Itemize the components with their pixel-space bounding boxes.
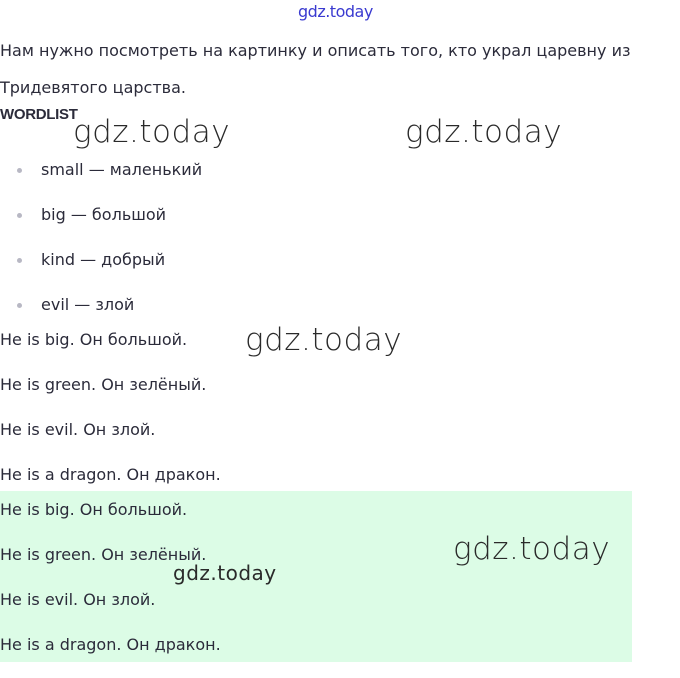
bullet-icon (17, 303, 22, 308)
wordlist-item (0, 203, 202, 248)
watermark: gdz.today (73, 114, 231, 150)
watermark: gdz.today (173, 561, 277, 585)
wordlist-item-text: evil — злой (41, 295, 135, 314)
answer-lines (0, 498, 221, 678)
answer-line: He is a dragon. Он дракон. (0, 635, 221, 654)
bullet-icon (17, 213, 22, 218)
sentence-line: He is green. Он зелёный. (0, 375, 207, 394)
bullet-icon (17, 168, 22, 173)
watermark: gdz.today (453, 531, 611, 567)
answer-line: He is big. Он большой. (0, 500, 188, 519)
wordlist-item-text: kind — добрый (41, 250, 166, 269)
watermark: gdz.today (245, 322, 403, 358)
wordlist-item-text: small — маленький (41, 160, 203, 179)
sentence-line: He is evil. Он злой. (0, 420, 156, 439)
wordlist-heading: WORDLIST (0, 106, 78, 123)
sentence-line: He is a dragon. Он дракон. (0, 465, 221, 484)
wordlist (0, 158, 202, 338)
sentences-block (0, 328, 221, 508)
bullet-icon (17, 258, 22, 263)
answer-line: He is green. Он зелёный. (0, 545, 207, 564)
sentence-line: He is big. Он большой. (0, 330, 188, 349)
watermark: gdz.today (405, 114, 563, 150)
wordlist-item (0, 248, 202, 293)
answer-line: He is evil. Он злой. (0, 590, 156, 609)
watermark-top: gdz.today (298, 2, 373, 21)
wordlist-item-text: big — большой (41, 205, 167, 224)
answer-box (0, 491, 632, 662)
wordlist-item (0, 158, 202, 203)
intro-paragraph: Нам нужно посмотреть на картинку и описать того, кто украл царевну из Тридевятого царства. (0, 41, 631, 97)
